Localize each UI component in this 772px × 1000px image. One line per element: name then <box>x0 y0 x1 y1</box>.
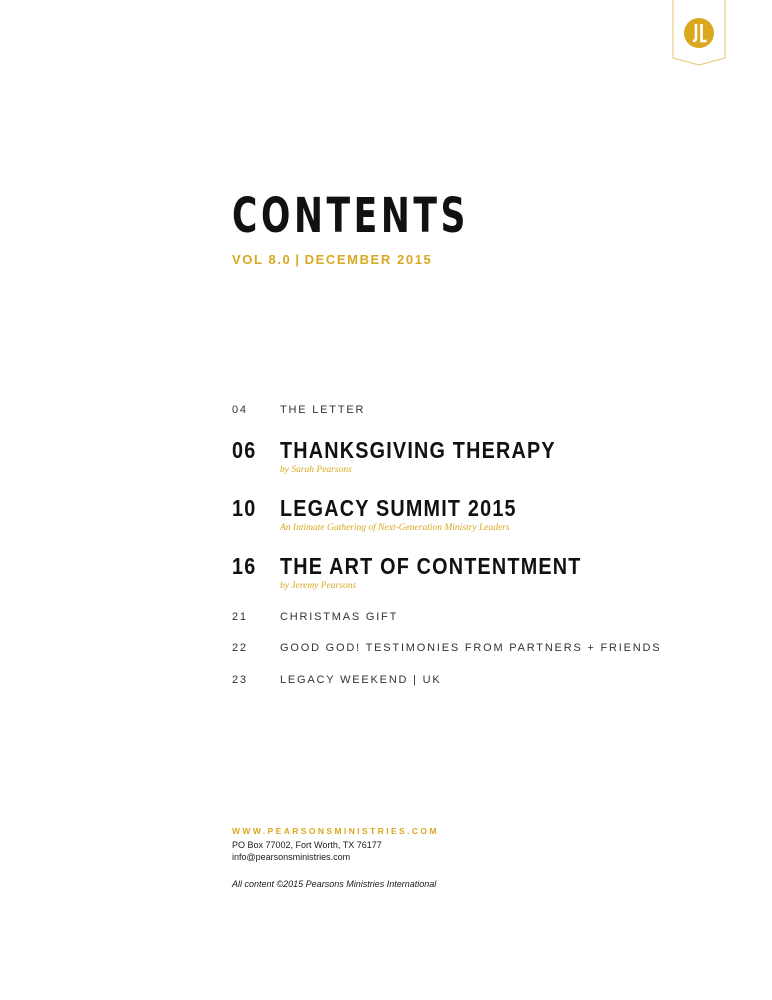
volume-label: VOL 8.0 <box>232 252 292 267</box>
toc-page-number: 16 <box>232 553 257 579</box>
toc-page-number: 23 <box>232 674 248 686</box>
toc-page-number: 22 <box>232 642 248 654</box>
website-link[interactable]: WWW.PEARSONSMINISTRIES.COM <box>232 826 439 836</box>
footer <box>232 826 439 889</box>
toc-entry-subtitle: by Jeremy Pearsons <box>280 581 357 591</box>
toc-page-number: 10 <box>232 495 257 521</box>
toc-entry-subtitle: An Intimate Gathering of Next-Generation Ministry Leaders <box>280 523 510 533</box>
issue-separator: | <box>295 252 301 267</box>
toc-page-number: 21 <box>232 611 248 623</box>
issue-info <box>232 252 432 267</box>
toc-entry-title: CHRISTMAS GIFT <box>280 611 399 623</box>
toc-page-number: 04 <box>232 404 248 416</box>
toc-entry-title: LEGACY SUMMIT 2015 <box>280 495 517 521</box>
page-title: CONTENTS <box>232 188 470 244</box>
toc-entry-title: GOOD GOD! TESTIMONIES FROM PARTNERS + FRIENDS <box>280 642 662 654</box>
postal-address: PO Box 77002, Fort Worth, TX 76177 <box>232 840 382 850</box>
toc-entry-subtitle: by Sarah Pearsons <box>280 465 352 475</box>
copyright-notice: All content ©2015 Pearsons Ministries International <box>232 879 437 889</box>
email-link[interactable]: info@pearsonsministries.com <box>232 852 351 862</box>
toc-entry-title: THE LETTER <box>280 404 366 416</box>
toc-page-number: 06 <box>232 437 257 463</box>
toc-entry-title: LEGACY WEEKEND | UK <box>280 674 442 686</box>
issue-date: DECEMBER 2015 <box>304 252 433 267</box>
jl-monogram-bookmark-icon <box>672 0 726 66</box>
toc-entry-title: THE ART OF CONTENTMENT <box>280 553 582 579</box>
toc-entry-title: THANKSGIVING THERAPY <box>280 437 556 463</box>
